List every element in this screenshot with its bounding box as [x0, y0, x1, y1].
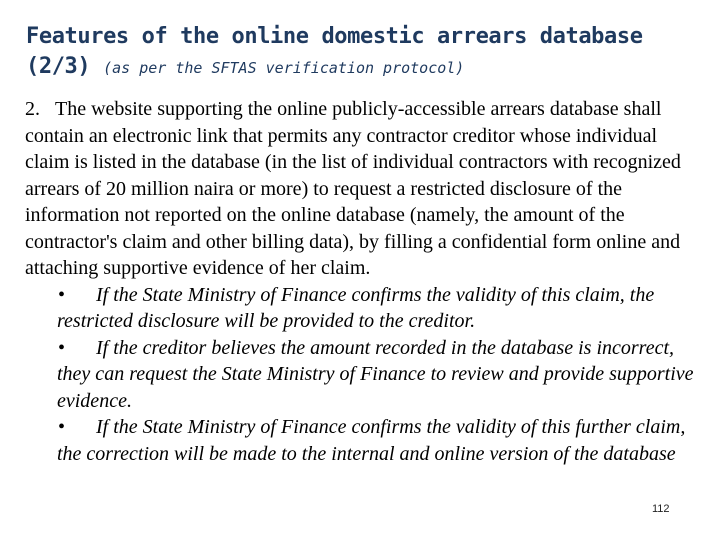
- bullet-item: [25, 282, 695, 335]
- bullet-list: [25, 282, 695, 468]
- slide-title: [26, 22, 706, 83]
- bullet-text: If the creditor believes the amount recorded in the database is incorrect, they can request the State Ministry of Finance to review and provide supportive evidence.: [57, 336, 694, 412]
- bullet-text: If the State Ministry of Finance confirms the validity of this further claim, the correction will be made to the internal and online version of the database: [57, 416, 686, 465]
- bullet-item: [25, 335, 695, 415]
- slide-body: [25, 96, 695, 467]
- bullet-text: If the State Ministry of Finance confirms the validity of this claim, the restricted disclosure will be provided to the creditor.: [57, 283, 655, 332]
- bullet-marker: •: [58, 283, 66, 306]
- bullet-item: [25, 414, 695, 467]
- slide-subtitle: (as per the SFTAS verification protocol): [103, 59, 465, 77]
- paragraph-number: 2.: [25, 98, 40, 120]
- bullet-marker: •: [58, 336, 66, 359]
- bullet-marker: •: [58, 416, 66, 438]
- page-number: 112: [652, 503, 670, 515]
- slide-title-text: Features of the online domestic arrears database (2/3): [26, 24, 643, 79]
- numbered-paragraph: [25, 96, 695, 282]
- paragraph-text: The website supporting the online publicly-accessible arrears database shall contain an electronic link that permits any contractor creditor whose individual claim is listed in the database (in the list of individual contractors with recognized arrears of 20 million naira or more) to request a restricted disclosure of the information not reported on the online database (namely, the amount of the contractor's claim and other billing data), by filling a confidential form online and attaching supportive evidence of her claim.: [25, 98, 681, 279]
